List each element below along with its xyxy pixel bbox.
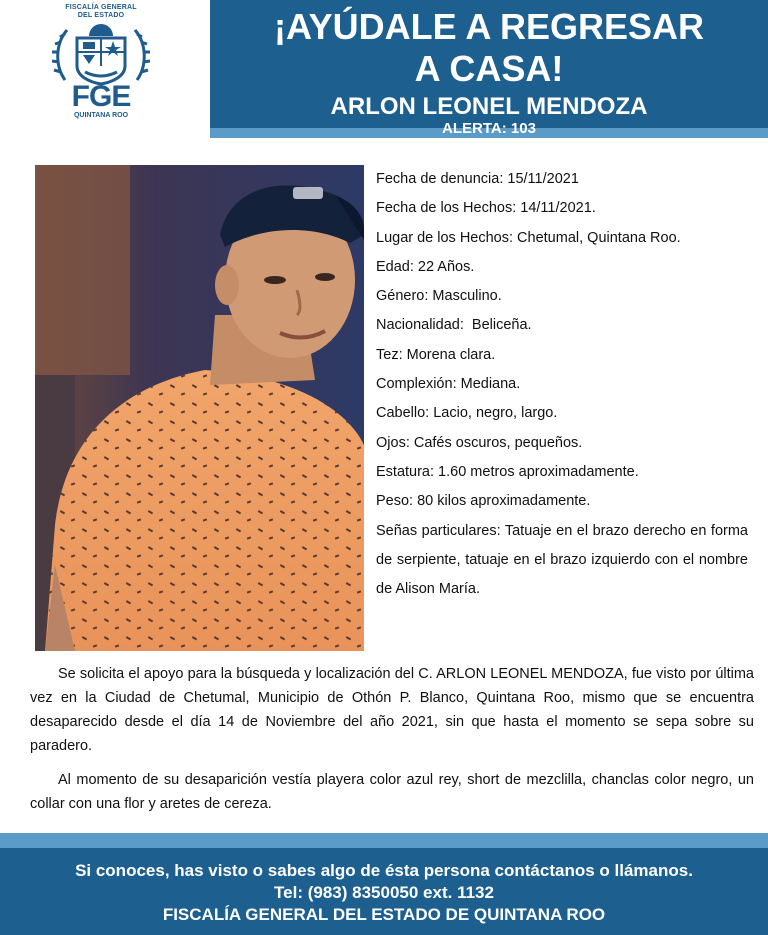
logo-state: QUINTANA ROO	[73, 112, 129, 119]
detail-cabello: Cabello: Lacio, negro, largo.	[376, 405, 558, 422]
person-details	[376, 165, 748, 604]
person-photo-illustration	[35, 165, 364, 651]
footer-banner	[0, 833, 768, 935]
detail-senas: Señas particulares: Tatuaje en el brazo derecho en forma de serpiente, tatuaje en el brazo izquierdo con el nombre de Alison María.	[376, 522, 748, 598]
page-title	[210, 6, 768, 90]
body-paragraph-1: Se solicita el apoyo para la búsqueda y localización del C. ARLON LEONEL MENDOZA, fue visto por última vez en la Ciudad de Chetumal, Municipio de Othón P. Blanco, Quintana Roo, mismo que se encuentra desaparecido desde el día 14 de Noviembre del año 2021, sin que hasta el momento se sepa sobre su paradero.	[30, 666, 754, 754]
person-name: ARLON LEONEL MENDOZA	[330, 93, 648, 120]
detail-peso: Peso: 80 kilos aproximadamente.	[376, 493, 591, 510]
footer-phone: Tel: (983) 8350050 ext. 1132	[274, 883, 494, 902]
footer-stripe	[0, 833, 768, 848]
footer-contact-text: Si conoces, has visto o sabes algo de ésta persona contáctanos o llámanos.	[75, 861, 693, 880]
title-line-1: ¡AYÚDALE A REGRESAR	[273, 6, 705, 47]
body-paragraph-2: Al momento de su desaparición vestía playera color azul rey, short de mezclilla, chanclas color negro, un collar con una flor y aretes de cereza.	[30, 772, 754, 812]
detail-estatura: Estatura: 1.60 metros aproximadamente.	[376, 463, 639, 480]
detail-fecha-hechos: Fecha de los Hechos: 14/11/2021.	[376, 200, 596, 217]
state-seal-icon	[51, 22, 151, 86]
detail-tez: Tez: Morena clara.	[376, 346, 496, 363]
detail-genero: Género: Masculino.	[376, 288, 502, 305]
detail-fecha-denuncia: Fecha de denuncia: 15/11/2021	[376, 171, 579, 187]
detail-nacionalidad: Nacionalidad: Beliceña.	[376, 317, 532, 334]
title-line-2: A CASA!	[414, 48, 564, 89]
detail-ojos: Ojos: Cafés oscuros, pequeños.	[376, 434, 583, 451]
logo-top-text-1: FISCALÍA GENERAL	[65, 4, 137, 11]
alert-number: ALERTA: 103	[442, 120, 536, 137]
detail-lugar: Lugar de los Hechos: Chetumal, Quintana Roo.	[376, 229, 681, 246]
logo-top-text-2: DEL ESTADO	[77, 12, 125, 19]
person-photo	[35, 165, 364, 651]
detail-edad: Edad: 22 Años.	[376, 258, 475, 275]
detail-complexion: Complexión: Mediana.	[376, 376, 521, 393]
footer-agency: FISCALÍA GENERAL DEL ESTADO DE QUINTANA ROO	[162, 905, 606, 924]
fge-logo	[46, 4, 156, 140]
header-banner	[210, 0, 768, 140]
logo-acronym: FGE	[71, 80, 131, 113]
